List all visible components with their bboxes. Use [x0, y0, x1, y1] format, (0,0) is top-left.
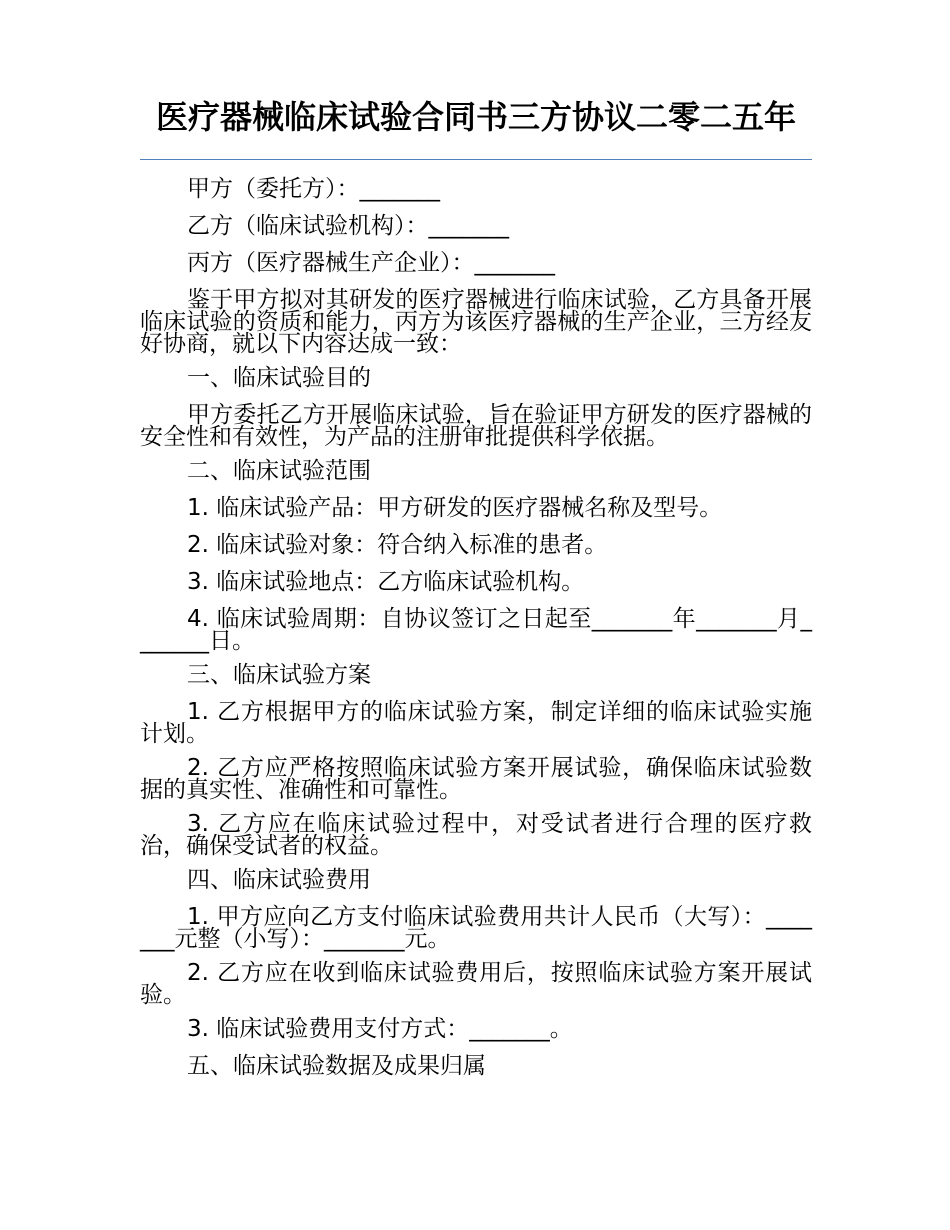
plan-item-1: 1. 乙方根据甲方的临床试验方案，制定详细的临床试验实施计划。: [140, 699, 812, 747]
plan-item-2: 2. 乙方应严格按照临床试验方案开展试验，确保临床试验数据的真实性、准确性和可靠性。: [140, 755, 812, 803]
title-underline: [140, 159, 812, 160]
section-heading-scope: 二、临床试验范围: [187, 458, 371, 484]
plan-item-3: 3. 乙方应在临床试验过程中，对受试者进行合理的医疗救治，确保受试者的权益。: [140, 811, 812, 859]
party-a-line: 甲方（委托方）：_______: [187, 176, 440, 202]
section-heading-data-ownership: 五、临床试验数据及成果归属: [187, 1053, 486, 1079]
document-page: [140, 0, 812, 1230]
document-body: [140, 178, 812, 1092]
section-heading-purpose: 一、临床试验目的: [187, 365, 371, 391]
party-b-line: 乙方（临床试验机构）：_______: [187, 213, 509, 239]
party-c-line: 丙方（医疗器械生产企业）：_______: [187, 250, 555, 276]
section-heading-fees: 四、临床试验费用: [187, 867, 371, 893]
fees-item-3: 3. 临床试验费用支付方式：_______。: [187, 1016, 573, 1042]
scope-item-product: 1. 临床试验产品：甲方研发的医疗器械名称及型号。: [187, 495, 723, 521]
fees-item-2: 2. 乙方应在收到临床试验费用后，按照临床试验方案开展试验。: [140, 960, 812, 1008]
section-heading-plan: 三、临床试验方案: [187, 662, 371, 688]
scope-item-period: 4. 临床试验周期：自协议签订之日起至_______年_______月_______日。: [140, 606, 812, 654]
scope-item-subjects: 2. 临床试验对象：符合纳入标准的患者。: [187, 532, 608, 558]
fees-item-1: 1. 甲方应向乙方支付临床试验费用共计人民币（大写）：_______元整（小写）：_______元。: [140, 904, 812, 952]
document-title: 医疗器械临床试验合同书三方协议二零二五年: [155, 98, 796, 136]
purpose-paragraph: 甲方委托乙方开展临床试验，旨在验证甲方研发的医疗器械的安全性和有效性，为产品的注册审批提供科学依据。: [140, 402, 812, 450]
preamble-paragraph: 鉴于甲方拟对其研发的医疗器械进行临床试验，乙方具备开展临床试验的资质和能力，丙方为该医疗器械的生产企业，三方经友好协商，就以下内容达成一致：: [140, 287, 812, 357]
scope-item-location: 3. 临床试验地点：乙方临床试验机构。: [187, 569, 585, 595]
